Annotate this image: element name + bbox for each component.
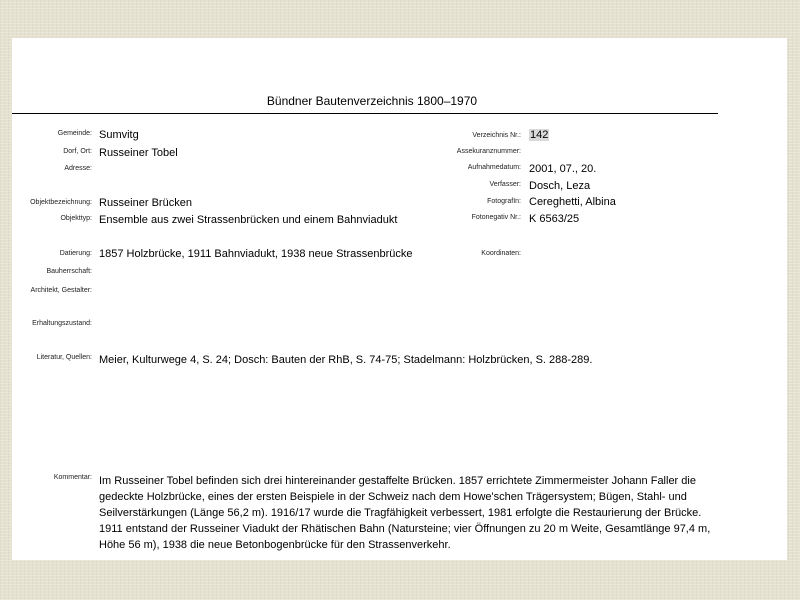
objektbezeichnung-value: Russeiner Brücken <box>99 197 192 209</box>
assekuranz-label: Assekuranznummer: <box>456 148 521 155</box>
aufnahmedatum-value: 2001, 07., 20. <box>529 163 597 175</box>
fotonegativ-value: K 6563/25 <box>529 213 580 225</box>
fotografin-label: FotografIn: <box>487 198 521 205</box>
adresse-label: Adresse: <box>64 165 92 172</box>
objektbezeichnung-label: Objektbezeichnung: <box>30 199 92 206</box>
fotografin-value: Cereghetti, Albina <box>529 196 616 208</box>
literatur-value: Meier, Kulturwege 4, S. 24; Dosch: Bauten der RhB, S. 74-75; Stadelmann: Holzbrücken, S. 288-289. <box>99 354 593 366</box>
datierung-label: Datierung: <box>59 250 92 257</box>
bauherrschaft-label: Bauherrschaft: <box>46 268 92 275</box>
page-title: Bündner Bautenverzeichnis 1800–1970 <box>266 94 478 108</box>
datierung-value: 1857 Holzbrücke, 1911 Bahnviadukt, 1938 neue Strassenbrücke <box>99 248 413 260</box>
literatur-label: Literatur, Quellen: <box>36 354 92 361</box>
objekttyp-value: Ensemble aus zwei Strassenbrücken und einem Bahnviadukt <box>99 214 398 226</box>
fotonegativ-label: Fotonegativ Nr.: <box>471 214 521 221</box>
verfasser-value: Dosch, Leza <box>529 180 591 192</box>
erhaltungszustand-label: Erhaltungszustand: <box>32 320 92 327</box>
architekt-label: Architekt, Gestalter: <box>30 287 92 294</box>
aufnahmedatum-label: Aufnahmedatum: <box>467 164 521 171</box>
kommentar-label: Kommentar: <box>53 474 92 481</box>
gemeinde-label: Gemeinde: <box>57 130 92 137</box>
dorf-value: Russeiner Tobel <box>99 147 178 159</box>
gemeinde-value: Sumvitg <box>99 129 139 141</box>
verzeichnis-number: 142 <box>530 129 549 141</box>
record-sheet <box>12 38 787 560</box>
verzeichnis-value <box>529 129 549 141</box>
verzeichnis-label: Verzeichnis Nr.: <box>472 132 521 139</box>
kommentar-value: Im Russeiner Tobel befinden sich drei hintereinander gestaffelte Brücken. 1857 errichtete Zimmermeister Johann Faller die gedeckte Holzbrücke, eines der ersten Beispiele in der Schweiz nach dem Howe'schen Trägersystem; Bügen, Stahl- und Seilverstärkungen (Länge 56,2 m). 1916/17 wurde die Tragfähigkeit verbessert, 1981 erfolgte die Restaurierung der Brücke. 1911 entstand der Russeiner Viadukt der Rhätischen Bahn (Natursteine; vier Öffnungen zu 20 m Weite, Gesamtlänge 97,4 m, Höhe 56 m), 1938 die neue Betonbogenbrücke für den Strassenverkehr. <box>99 475 711 551</box>
verfasser-label: Verfasser: <box>489 181 521 188</box>
objekttyp-label: Objekttyp: <box>60 215 92 222</box>
title-rule <box>12 113 718 114</box>
dorf-label: Dorf, Ort: <box>63 148 92 155</box>
koordinaten-label: Koordinaten: <box>481 250 521 257</box>
